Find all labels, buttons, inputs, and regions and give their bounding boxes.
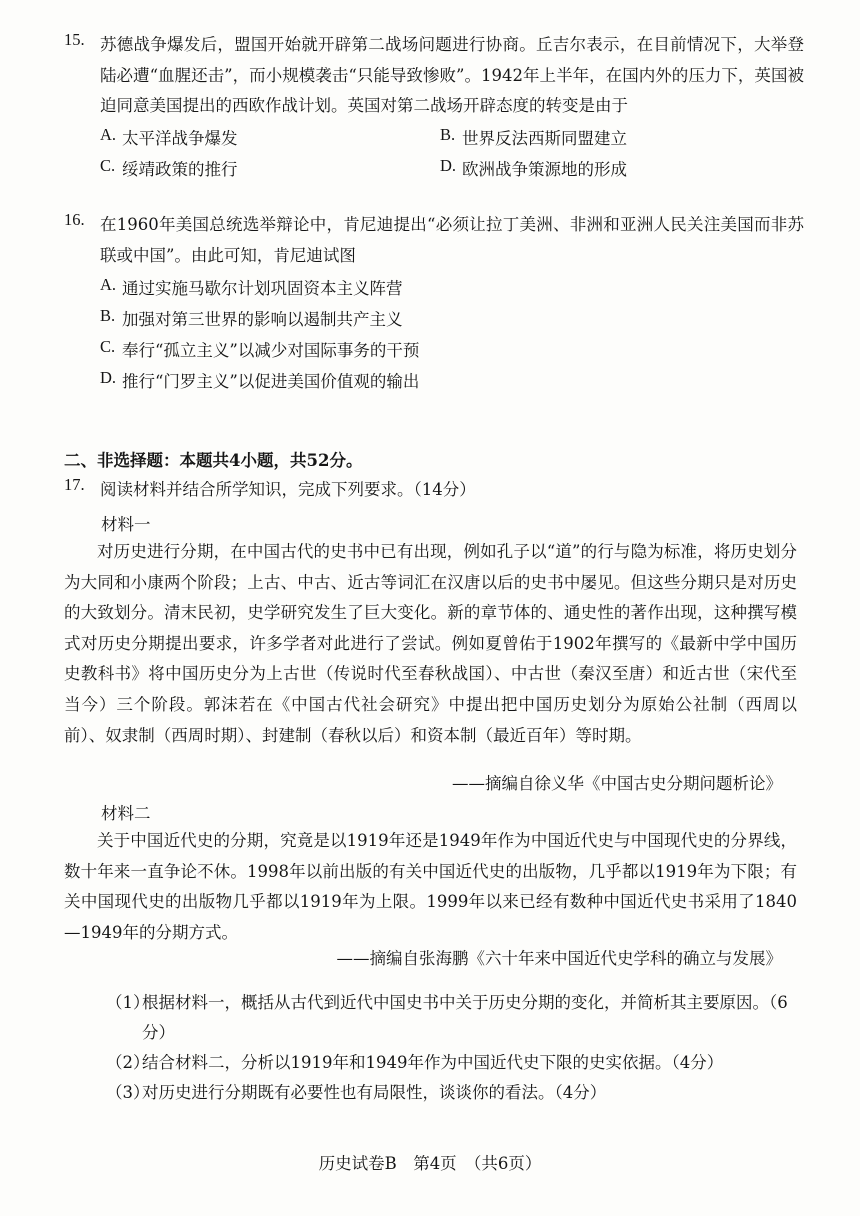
option-text: 太平洋战争爆发 — [122, 129, 238, 148]
material-1-paragraph: 对历史进行分期，在中国古代的史书中已有出现，例如孔子以“道”的行与隐为标准，将历史划分为大同和小康两个阶段；上古、中古、近古等词汇在汉唐以后的史书中屡见。但这些分期只是对历史的大致划分。清末民初，史学研究发生了巨大变化。新的章节体的、通史性的著作出现，这种撰写模式对历史分期提出要求，许多学者对此进行了尝试。例如夏曾佑于1902年撰写的《最新中学中国历史教科书》将中国历史分为上古世（传说时代至春秋战国）、中古世（秦汉至唐）和近古世（宋代至当今）三个阶段。郭沫若在《中国古代社会研究》中提出把中国历史划分为原始公社制（西周以前）、奴隶制（西周时期）、封建制（春秋以后）和资本制（最近百年）等时期。 — [64, 542, 797, 745]
sub-question-text: 结合材料二，分析以1919年和1949年作为中国近代史下限的史实依据。（4分） — [142, 1053, 724, 1072]
option-b[interactable] — [100, 306, 403, 330]
options — [100, 122, 804, 184]
sub-question-text: 根据材料一，概括从古代到近代中国史书中关于历史分期的变化，并简析其主要原因。（6分） — [142, 993, 788, 1042]
question-stem: 阅读材料并结合所学知识，完成下列要求。（14分） — [100, 480, 476, 499]
material-2-paragraph: 关于中国近代史的分期，究竟是以1919年还是1949年作为中国近代史与中国现代史的分界线，数十年来一直争论不休。1998年以前出版的有关中国近代史的出版物，几乎都以1919年为下限；有关中国现代史的出版物几乎都以1919年为上限。1999年以来已经有数种中国近代史书采用了1840—1949年的分期方式。 — [64, 831, 797, 942]
question-number: 17. — [64, 475, 85, 494]
option-text: 绥靖政策的推行 — [122, 160, 238, 179]
option-c[interactable] — [100, 337, 419, 361]
option-a[interactable] — [100, 125, 440, 149]
option-letter: D. — [440, 156, 457, 175]
question-stem: 在1960年美国总统选举辩论中，肯尼迪提出“必须让拉丁美洲、非洲和亚洲人民关注美国而非苏联或中国”。由此可知，肯尼迪试图 — [100, 215, 804, 265]
question-number: 15. — [64, 30, 85, 49]
question-17 — [64, 475, 804, 506]
option-b[interactable] — [440, 125, 627, 149]
question-15 — [64, 30, 804, 184]
option-letter: C. — [100, 156, 116, 175]
question-16 — [64, 210, 804, 395]
material-1-text — [64, 537, 797, 751]
option-text: 世界反法西斯同盟建立 — [462, 129, 627, 148]
material-2-text — [64, 826, 797, 948]
sub-question-number: （3） — [106, 1083, 150, 1102]
material-2-source: ——摘编自张海鹏《六十年来中国近代史学科的确立与发展》 — [336, 949, 782, 968]
material-2-title: 材料二 — [101, 804, 151, 823]
option-letter: B. — [100, 305, 116, 325]
page-footer: 历史试卷B 第4页 （共6页） — [318, 1154, 542, 1173]
option-d[interactable] — [440, 156, 627, 180]
option-text: 奉行“孤立主义”以减少对国际事务的干预 — [122, 340, 420, 360]
question-stem: 苏德战争爆发后，盟国开始就开辟第二战场问题进行协商。丘吉尔表示，在目前情况下，大举登陆必遭“血腥还击”，而小规模袭击“只能导致惨败”。1942年上半年，在国内外的压力下，英国被迫同意美国提出的西欧作战计划。英国对第二战场开辟态度的转变是由于 — [100, 35, 804, 115]
option-d[interactable] — [100, 368, 419, 392]
option-text: 欧洲战争策源地的形成 — [462, 160, 627, 179]
section-heading: 二、非选择题：本题共4小题，共52分。 — [64, 451, 363, 470]
option-a[interactable] — [100, 275, 403, 299]
sub-question-2 — [106, 1048, 796, 1078]
sub-question-text: 对历史进行分期既有必要性也有局限性，谈谈你的看法。（4分） — [142, 1083, 607, 1102]
option-letter: C. — [100, 336, 116, 356]
option-c[interactable] — [100, 156, 440, 180]
option-letter: B. — [440, 125, 456, 144]
option-letter: A. — [100, 125, 117, 144]
sub-question-number: （1） — [106, 993, 150, 1012]
question-number: 16. — [64, 210, 85, 229]
options — [100, 271, 804, 395]
sub-question-1 — [106, 988, 796, 1048]
sub-question-number: （2） — [106, 1053, 150, 1072]
option-text: 加强对第三世界的影响以遏制共产主义 — [122, 309, 403, 329]
option-letter: D. — [100, 367, 117, 387]
material-1-title: 材料一 — [101, 515, 151, 534]
sub-question-3 — [106, 1078, 796, 1108]
option-text: 通过实施马歇尔计划巩固资本主义阵营 — [122, 278, 403, 298]
option-text: 推行“门罗主义”以促进美国价值观的输出 — [122, 371, 420, 391]
option-letter: A. — [100, 274, 117, 294]
material-1-source: ——摘编自徐义华《中国古史分期问题析论》 — [452, 774, 782, 793]
